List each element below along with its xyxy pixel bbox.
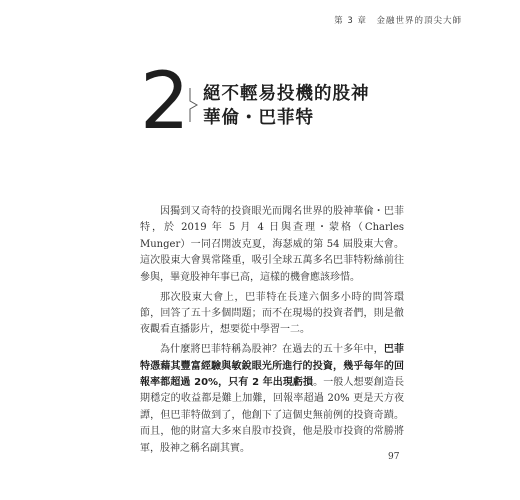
chapter-number: 2 — [140, 57, 190, 147]
paragraph-3-intro: 為什麼將巴菲特稱為股神？在過去的五十多年中， — [160, 344, 384, 356]
paragraph-3-rest: 。一般人想要創造長期穩定的收益都是難上加難，回報率超過 20% 更是天方夜譚，但巴菲特做到了，他創下了這個史無前例的投資奇蹟。而且，他的財富大多來自股市投資，他是股市投資的常勝將軍，股神之稱名副其實。 — [140, 377, 405, 454]
chapter-title-line-1: 絕不輕易投機的股神 — [203, 84, 370, 104]
chapter-title-line-2: 華倫・巴菲特 — [203, 108, 314, 128]
running-head: 第 3 章 金融世界的頂尖大師 — [334, 16, 462, 26]
paragraph-3-emphasis: 巴菲特憑藉其豐富經驗與敏銳眼光所進行的投資，幾乎每年的回報率都超過 20%，只有 2 年出現虧損 — [140, 344, 405, 389]
body-text — [140, 204, 404, 461]
paragraph-3 — [140, 342, 404, 457]
page-number: 97 — [388, 452, 400, 462]
paragraph-1: 因獨到又奇特的投資眼光而聞名世界的股神華倫・巴菲特，於 2019 年 5 月 4 日與查理・蒙格（Charles Munger）一同召開波克夏，海瑟威的第 54 屆股東大會。這次股東大會異常隆重，吸引全球五萬多名巴菲特粉絲前往參與，畢竟股神年事已高，這樣的機會應該珍惜。 — [140, 206, 404, 283]
title-bracket-ornament — [189, 88, 198, 122]
chapter-title — [203, 82, 370, 130]
paragraph-2: 那次股東大會上，巴菲特在長達六個多小時的問答環節，回答了五十多個問題；而不在現場的投資者們，則是徹夜觀看直播影片，想要從中學習一二。 — [140, 291, 404, 336]
